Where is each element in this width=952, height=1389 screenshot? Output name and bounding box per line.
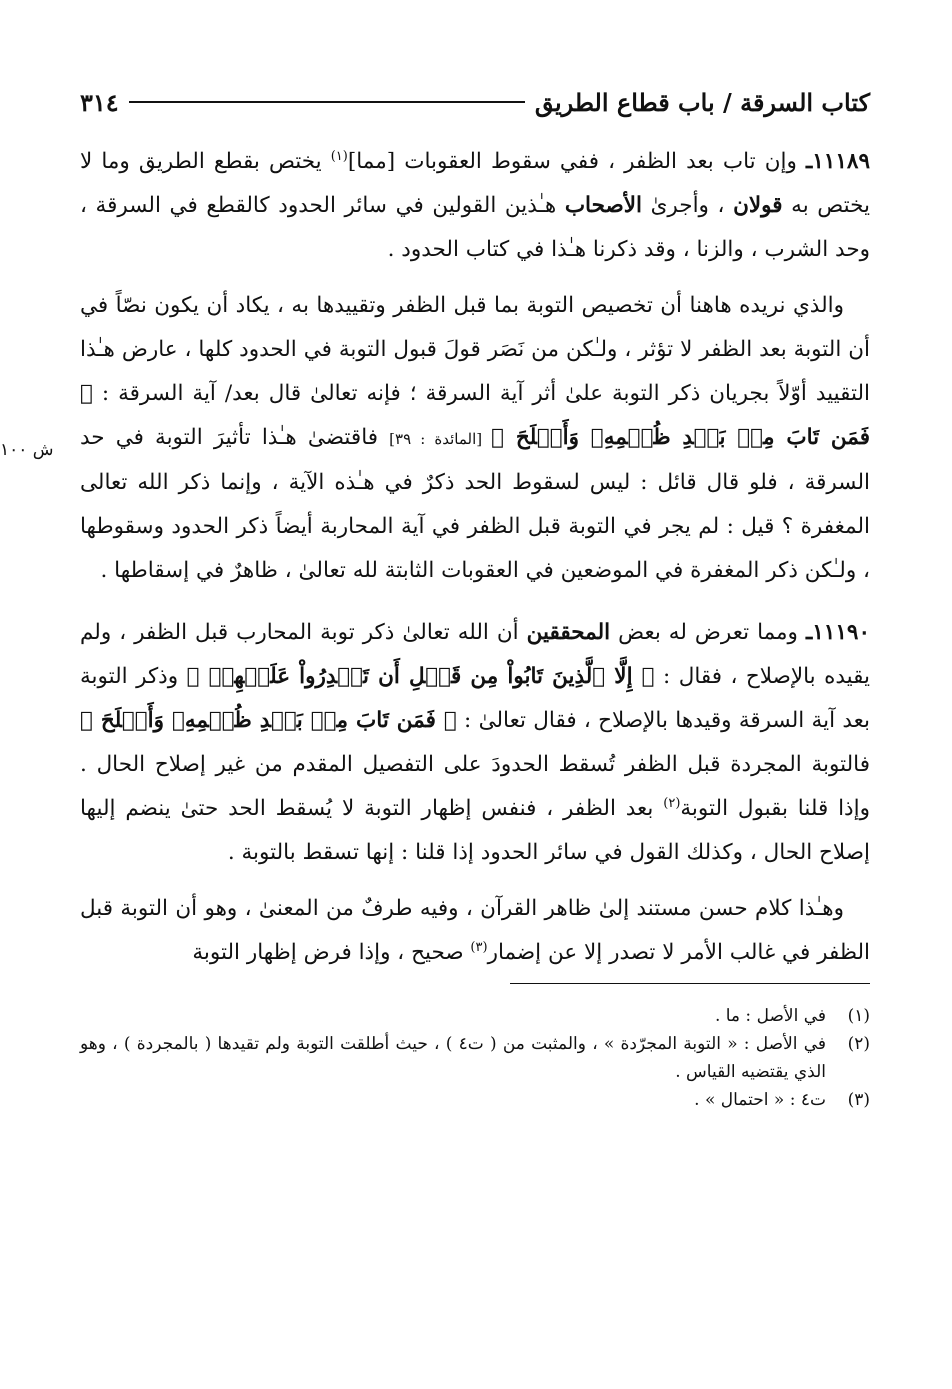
footnotes — [80, 1002, 870, 1114]
text-run: وذكر التوبة بعد آية السرقة وقيدها بالإصلاح ، فقال تعالىٰ : — [80, 664, 870, 733]
footnote-ref-3[interactable]: (٣) — [470, 939, 488, 955]
running-header — [80, 82, 870, 122]
quran-verse: ﴿ إِلَّا ٱلَّذِينَ تَابُواْ مِن قَبۡلِ أَن تَقۡدِرُواْ عَلَيۡهِمۡ ﴾ — [186, 664, 655, 689]
text-run: فالتوبة المجردة قبل الظفر تُسقط الحدودَ على التفصيل المقدم من غير إصلاح الحال . وإذا قلنا بقبول التوبة — [80, 752, 870, 821]
text-run: فاقتضىٰ هـٰذا تأثيرَ التوبة في حد السرقة ، فلو قال قائل : ليس لسقوط الحد ذكرٌ في هـٰذه الآية ، وإنما ذكر الله تعالى المغفرة ؟ قيل : لم يجر في التوبة قبل الظفر في آية المحاربة أيضاً ذكر الحدود وسقوطها ، ولـٰكن ذكر المغفرة في الموضعين في العقوبات الثابتة لله تعالىٰ ، ظاهرٌ في إسقاطها . — [80, 425, 870, 583]
paragraph-11189 — [80, 140, 870, 272]
paragraph-4 — [80, 887, 870, 975]
text-run: ، وأجرىٰ — [641, 193, 734, 218]
quran-verse: ﴿ فَمَن تَابَ مِنۢ بَعۡدِ ظُلۡمِهِۦ وَأَصۡلَحَ ﴾ — [80, 381, 870, 450]
text-run: وإن تاب بعد الظفر ، ففي سقوط العقوبات [مما] — [347, 149, 806, 174]
page-number: ٣١٤ — [80, 87, 119, 117]
footnote-number: (٣) — [847, 1090, 870, 1110]
header-rule — [129, 101, 525, 103]
footnote-ref-1[interactable]: (١) — [330, 148, 348, 164]
text-run: يختص بقطع الطريق وما لا يختص به — [80, 149, 871, 218]
chapter-title: كتاب السرقة / باب قطاع الطريق — [534, 87, 870, 117]
paragraph-2 — [80, 284, 870, 593]
footnote-text: في الأصل : ما . — [714, 1006, 826, 1026]
footnote-3 — [80, 1086, 870, 1114]
footnote-rule — [510, 983, 870, 984]
footnote-2 — [80, 1030, 870, 1086]
paragraph-number: ١١١٨٩ـ — [805, 149, 870, 174]
text-run: صحيح ، وإذا فرض إظهار التوبة — [192, 940, 471, 965]
text-run: ومما تعرض له بعض — [610, 620, 806, 645]
text-run: بعد الظفر ، فنفس إظهار التوبة لا يُسقط الحد حتىٰ ينضم إليها إصلاح الحال ، وكذلك القول في سائر الحدود إذا قلنا : إنها تسقط بالتوبة . — [80, 796, 870, 865]
text-run: هـٰذين القولين في سائر الحدود كالقطع في السرقة ، وحد الشرب ، والزنا ، وقد ذكرنا هـٰذا في كتاب الحدود . — [80, 193, 870, 262]
bold-term: المحققين — [526, 620, 611, 645]
quran-verse: ﴿ فَمَن تَابَ مِنۢ بَعۡدِ ظُلۡمِهِۦ وَأَصۡلَحَ ﴾ — [80, 708, 457, 733]
paragraph-number: ١١١٩٠ـ — [805, 620, 870, 645]
text-run: والذي نريده هاهنا أن تخصيص التوبة بما قبل الظفر وتقييدها به ، يكاد أن يكون نصّاً في أن التوبة بعد الظفر لا تؤثر ، ولـٰكن من نَصَر قولَ قبول التوبة في الحدود كلها ، عارض هـٰذا التقييد أوّلاً بجريان ذكر التوبة علىٰ أثر آية السرقة ؛ فإنه تعالىٰ قال بعد/ آية السرقة : — [80, 293, 870, 406]
text-run: أن الله تعالىٰ ذكر توبة المحارب قبل الظفر ، ولم يقيده بالإصلاح ، فقال : — [80, 620, 870, 689]
paragraph-11190 — [80, 611, 870, 875]
footnote-text: في الأصل : « التوبة المجرّدة » ، والمثبت من ( ت٤ ) ، حيث أطلقت التوبة ولم تقيدها ( بالمجردة ) ، وهو الذي يقتضيه القياس . — [80, 1034, 826, 1082]
bold-term: قولان — [733, 193, 783, 218]
footnote-number: (١) — [847, 1006, 870, 1026]
footnote-ref-2[interactable]: (٢) — [663, 795, 681, 811]
footnote-1 — [80, 1002, 870, 1030]
margin-note: ش ١٠٠ — [0, 440, 54, 460]
footnote-text: ت٤ : « احتمال » . — [694, 1090, 826, 1110]
text-run: وهـٰذا كلام حسن مستند إلىٰ ظاهر القرآن ، وفيه طرفٌ من المعنىٰ ، وهو أن التوبة قبل الظفر في غالب الأمر لا تصدر إلا عن إضمار — [80, 896, 870, 965]
footnote-number: (٢) — [847, 1034, 870, 1054]
verse-reference: [المائدة : ٣٩] — [389, 430, 492, 448]
bold-term: الأصحاب — [564, 193, 642, 218]
